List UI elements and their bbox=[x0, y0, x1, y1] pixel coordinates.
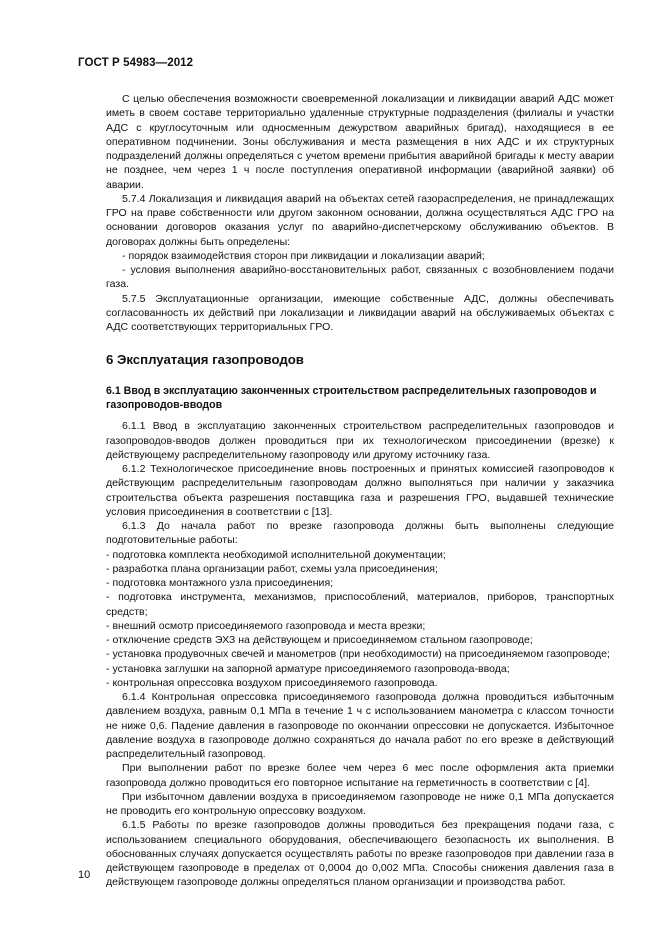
list-item: - внешний осмотр присоединяемого газопровода и места врезки; bbox=[106, 619, 426, 632]
subsection-title: 6.1 Ввод в эксплуатацию законченных строительством распределительных газопроводов и газопроводов-вводов bbox=[106, 385, 597, 412]
paragraph: 6.1.4 Контрольная опрессовка присоединяемого газопровода должна проводиться избыточным давлением воздуха, равным 0,1 МПа в течение 1 ч с использованием манометра с классом точности не ниже 0,6. Падение давления в газопроводе по окончании опрессовки не допускается. Избыточное давление воздуха в газопроводе должно сохраняться до начала работ по его врезке в действующий распределительный газопровод. bbox=[106, 691, 614, 760]
paragraph: 5.7.4 Локализация и ликвидация аварий на объектах сетей газораспределения, не принадлежащих ГРО на праве собственности или другом законном основании, должна осуществляться АДС ГРО на основании договоров оказания услуг по аварийно-диспетчерскому обслуживанию объектов. В договорах должны быть определены: bbox=[106, 192, 614, 248]
paragraph: 6.1.1 Ввод в эксплуатацию законченных строительством распределительных газопроводов и газопроводов-вводов должен проводиться при их технологическом присоединении (врезке) к действующему распределительному газопроводу или другому источнику газа. bbox=[106, 420, 614, 461]
section-title: 6 Эксплуатация газопроводов bbox=[106, 352, 304, 368]
list-item: - разработка плана организации работ, схемы узла присоединения; bbox=[106, 562, 438, 575]
list-item: - подготовка комплекта необходимой исполнительной документации; bbox=[106, 548, 446, 561]
document-body bbox=[106, 92, 614, 890]
list-item: - порядок взаимодействия сторон при ликвидации и локализации аварий; bbox=[122, 249, 485, 262]
list-item: - отключение средств ЭХЗ на действующем и присоединяемом стальном газопроводе; bbox=[106, 634, 533, 646]
paragraph: 6.1.3 До начала работ по врезке газопровода должны быть выполнены следующие подготовительные работы: bbox=[106, 520, 614, 547]
document-header: ГОСТ Р 54983—2012 bbox=[78, 57, 194, 69]
list-item: - установка продувочных свечей и манометров (при необходимости) на присоединяемом газопроводе; bbox=[106, 648, 610, 661]
paragraph: При избыточном давлении воздуха в присоединяемом газопроводе не ниже 0,1 МПа допускается не проводить его контрольную опрессовку воздухом. bbox=[106, 790, 614, 817]
page-number: 10 bbox=[78, 869, 91, 881]
paragraph: 6.1.2 Технологическое присоединение вновь построенных и принятых комиссией газопроводов к действующим распределительным газопроводам должно выполняться при наличии у заказчика строительства объекта разрешения поставщика газа и разрешения ГРО, выдавшей технические условия присоединения в соответствии с [13]. bbox=[106, 463, 614, 518]
list-item: - установка заглушки на запорной арматуре присоединяемого газопровода-ввода; bbox=[106, 662, 510, 675]
list-item: - подготовка монтажного узла присоединения; bbox=[106, 577, 334, 589]
list-item: - подготовка инструмента, механизмов, приспособлений, материалов, приборов, транспортных средств; bbox=[106, 591, 614, 618]
paragraph: 5.7.5 Эксплуатационные организации, имеющие собственные АДС, должны обеспечивать согласованность их действий при локализации и ликвидации аварий на обслуживаемых объектах с АДС соответствующих территориальных ГРО. bbox=[106, 292, 614, 333]
paragraph: С целью обеспечения возможности своевременной локализации и ликвидации аварий АДС может иметь в своем составе территориально удаленные структурные подразделения (филиалы и участки АДС с круглосуточным или односменным дежурством аварийных бригад), находящиеся в ее оперативном подчинении. Зоны обслуживания и места размещения в них АДС и их структурных подразделений должны определяться с учетом времени прибытия аварийной бригады к месту аварии не позднее, чем через 1 ч после поступления оперативной информации (аварийной заявки) об аварии. bbox=[106, 93, 614, 191]
paragraph: При выполнении работ по врезке более чем через 6 мес после оформления акта приемки газопровода должно проводиться его повторное испытание на герметичность в соответствии с [4]. bbox=[106, 762, 614, 789]
paragraph: 6.1.5 Работы по врезке газопроводов должны проводиться без прекращения подачи газа, с использованием специального оборудования, обеспечивающего безопасность их выполнения. В обоснованных случаях допускается осуществлять работы по врезке газопроводов при давлении газа в действующем газопроводе в пределах от 0,0004 до 0,002 МПа. Способы снижения давления газа в действующем газопроводе должны определяться планом организации и производства работ. bbox=[106, 819, 614, 889]
list-item: - условия выполнения аварийно-восстановительных работ, связанных с возобновлением подачи газа. bbox=[106, 264, 614, 291]
list-item: - контрольная опрессовка воздухом присоединяемого газопровода. bbox=[106, 676, 438, 689]
